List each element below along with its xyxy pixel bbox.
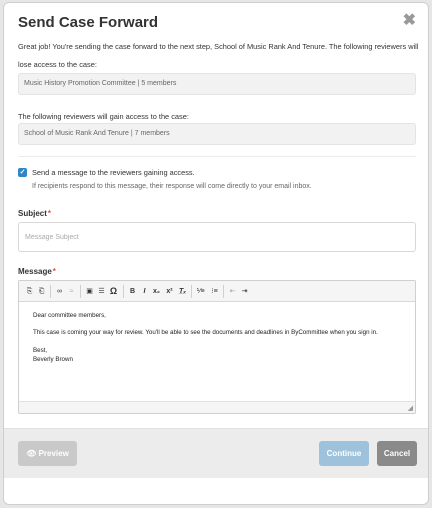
link-icon[interactable]: ∞ — [57, 288, 62, 295]
unlink-icon[interactable]: ≈ — [69, 288, 74, 295]
indent-icon[interactable]: ⇥ — [241, 288, 248, 295]
required-marker: * — [47, 209, 52, 218]
toolbar-separator — [223, 285, 224, 298]
paste-icon[interactable]: ⎘ — [26, 288, 33, 295]
superscript-icon[interactable]: x² — [166, 288, 173, 295]
close-icon[interactable]: ✖ — [402, 12, 416, 29]
message-signoff[interactable]: Best, — [33, 347, 48, 354]
subject-field-wrapper — [18, 222, 416, 252]
remove-format-icon[interactable]: T̲ₓ — [178, 288, 187, 295]
divider — [18, 156, 416, 157]
gain-access-text: The following reviewers will gain access to the case: — [18, 112, 189, 121]
subject-input[interactable] — [19, 223, 415, 251]
numbered-list-icon[interactable]: ⅟≡ — [196, 288, 205, 295]
message-editor — [18, 280, 416, 414]
outdent-icon[interactable]: ⇤ — [229, 288, 236, 295]
toolbar-separator — [50, 285, 51, 298]
resize-handle-icon[interactable]: ◢ — [407, 405, 413, 412]
horizontal-rule-icon[interactable]: ☰ — [98, 288, 105, 295]
subscript-icon[interactable]: x₂ — [152, 288, 160, 295]
cancel-button[interactable]: Cancel — [377, 441, 417, 466]
editor-toolbar — [19, 281, 415, 302]
continue-button[interactable]: Continue — [319, 441, 369, 466]
message-label: Message* — [18, 267, 56, 276]
intro-text-line1: Great job! You're sending the case forward to the next step, School of Music Rank And Tenure. The following reviewers will — [18, 42, 419, 51]
send-message-checkbox[interactable]: ✓ — [19, 169, 26, 176]
subject-label: Subject* — [18, 209, 52, 218]
dialog-footer — [4, 428, 428, 478]
toolbar-separator — [80, 285, 81, 298]
toolbar-separator — [123, 285, 124, 298]
dialog-title: Send Case Forward — [18, 14, 159, 31]
message-greeting[interactable]: Dear committee members, — [33, 312, 106, 319]
message-signature[interactable]: Beverly Brown — [33, 356, 73, 363]
bulleted-list-icon[interactable]: ⁝≡ — [211, 288, 218, 295]
bold-icon[interactable]: B — [129, 288, 136, 295]
message-body[interactable]: This case is coming your way for review. You'll be able to see the documents and deadlines in ByCommittee when you sign in. — [33, 329, 378, 336]
preview-button[interactable]: 👁 Preview — [18, 441, 77, 466]
required-marker: * — [52, 267, 56, 276]
intro-text-line2: lose access to the case: — [18, 60, 97, 69]
gaining-committee-field: School of Music Rank And Tenure | 7 members — [18, 123, 416, 145]
losing-committee-field: Music History Promotion Committee | 5 members — [18, 73, 416, 95]
paste-text-icon[interactable]: ⎗ — [38, 288, 45, 295]
editor-statusbar — [19, 401, 415, 413]
send-case-forward-dialog — [3, 2, 429, 505]
toolbar-separator — [191, 285, 192, 298]
image-icon[interactable]: ▣ — [86, 288, 93, 295]
italic-icon[interactable]: I — [143, 288, 146, 295]
send-message-help: If recipients respond to this message, their response will come directly to your email inbox. — [32, 183, 312, 190]
send-message-label: Send a message to the reviewers gaining access. — [32, 168, 195, 177]
special-char-icon[interactable]: Ω — [109, 286, 118, 296]
